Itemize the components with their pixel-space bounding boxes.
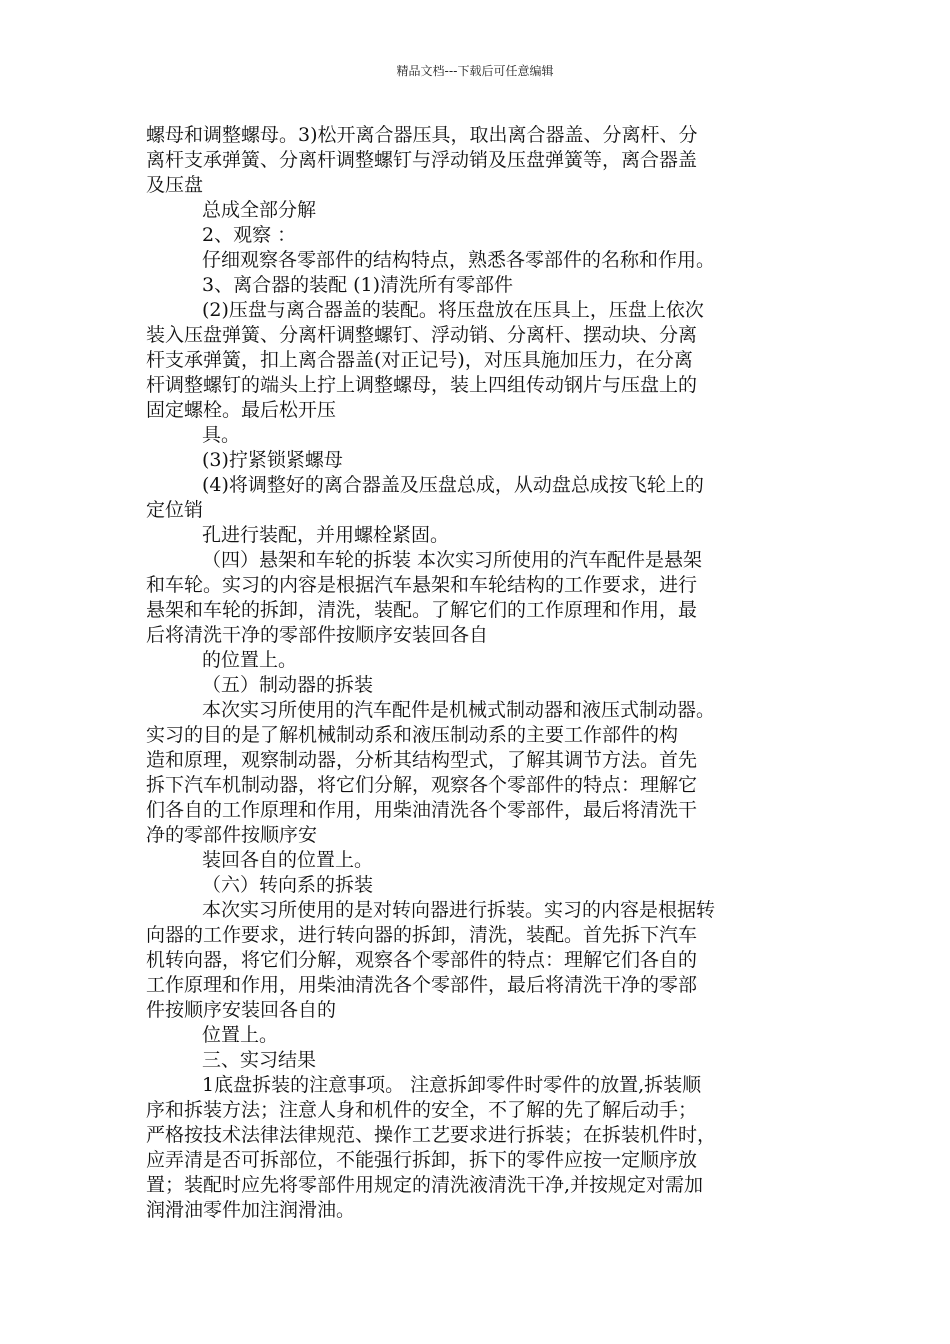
text-line: 定位销: [146, 499, 204, 521]
text-line: 的位置上。: [202, 649, 298, 671]
text-line: 严格按技术法律法律规范、操作工艺要求进行拆装；在拆装机件时，: [146, 1124, 717, 1146]
text-line: 固定螺栓。最后松开压: [146, 399, 337, 421]
text-line: 孔进行装配，并用螺栓紧固。: [202, 524, 450, 546]
text-line: 净的零部件按顺序安: [146, 824, 318, 846]
text-line: 及压盘: [146, 174, 204, 196]
text-line: 位置上。: [202, 1024, 279, 1046]
text-line: 杆支承弹簧，扣上离合器盖(对正记号)，对压具施加压力，在分离: [146, 349, 693, 371]
text-line: 向器的工作要求，进行转向器的拆卸，清洗，装配。首先拆下汽车: [146, 924, 698, 946]
text-line: 置；装配时应先将零部件用规定的清洗液清洗干净,并按规定对需加: [146, 1174, 704, 1196]
text-line: 2、观察 ：: [202, 224, 297, 246]
text-line: 装入压盘弹簧、分离杆调整螺钉、浮动销、分离杆、摆动块、分离: [146, 324, 698, 346]
text-line: 工作原理和作用，用柴油清洗各个零部件，最后将清洗干净的零部: [146, 974, 698, 996]
text-line: （五）制动器的拆装: [202, 674, 374, 696]
text-line: 机转向器，将它们分解，观察各个零部件的特点：理解它们各自的: [146, 949, 698, 971]
text-line: 三、实习结果: [202, 1049, 317, 1071]
text-line: 应弄清是否可拆部位，不能强行拆卸，拆下的零件应按一定顺序放: [146, 1149, 698, 1171]
text-line: 后将清洗干净的零部件按顺序安装回各自: [146, 624, 489, 646]
text-line: (3)拧紧锁紧螺母: [202, 449, 343, 471]
text-line: 仔细观察各零部件的结构特点，熟悉各零部件的名称和作用。: [202, 249, 716, 271]
page-header: 精品文档---下载后可任意编辑: [396, 64, 554, 78]
text-line: 悬架和车轮的拆卸，清洗，装配。了解它们的工作原理和作用，最: [146, 599, 698, 621]
text-line: 序和拆装方法；注意人身和机件的安全，不了解的先了解后动手；: [146, 1099, 698, 1121]
text-line: (4)将调整好的离合器盖及压盘总成，从动盘总成按飞轮上的: [202, 474, 704, 496]
text-line: 3、离合器的装配 (1)清洗所有零部件: [202, 274, 514, 296]
text-line: 本次实习所使用的汽车配件是机械式制动器和液压式制动器。: [202, 699, 716, 721]
text-line: 杆调整螺钉的端头上拧上调整螺母，装上四组传动钢片与压盘上的: [146, 374, 698, 396]
text-line: 螺母和调整螺母。3)松开离合器压具，取出离合器盖、分离杆、分: [146, 124, 698, 146]
text-line: 离杆支承弹簧、分离杆调整螺钉与浮动销及压盘弹簧等，离合器盖: [146, 149, 698, 171]
text-line: 实习的目的是了解机械制动系和液压制动系的主要工作部件的构: [146, 724, 679, 746]
text-line: 总成全部分解: [202, 199, 317, 221]
text-line: （六）转向系的拆装: [202, 874, 374, 896]
text-line: 们各自的工作原理和作用，用柴油清洗各个零部件，最后将清洗干: [146, 799, 698, 821]
text-line: 1底盘拆装的注意事项。 注意拆卸零件时零件的放置,拆装顺: [202, 1074, 702, 1096]
text-line: (2)压盘与离合器盖的装配。将压盘放在压具上，压盘上依次: [202, 299, 704, 321]
text-line: （四）悬架和车轮的拆装 本次实习所使用的汽车配件是悬架: [202, 549, 703, 571]
document-body: [146, 123, 826, 1223]
text-line: 润滑油零件加注润滑油。: [146, 1199, 356, 1221]
text-line: 造和原理，观察制动器，分析其结构型式，了解其调节方法。首先: [146, 749, 698, 771]
text-line: 具。: [202, 424, 241, 446]
text-line: 装回各自的位置上。: [202, 849, 374, 871]
text-line: 拆下汽车机制动器，将它们分解，观察各个零部件的特点：理解它: [146, 774, 698, 796]
text-line: 本次实习所使用的是对转向器进行拆装。实习的内容是根据转: [202, 899, 716, 921]
text-line: 件按顺序安装回各自的: [146, 999, 337, 1021]
text-line: 和车轮。实习的内容是根据汽车悬架和车轮结构的工作要求，进行: [146, 574, 698, 596]
